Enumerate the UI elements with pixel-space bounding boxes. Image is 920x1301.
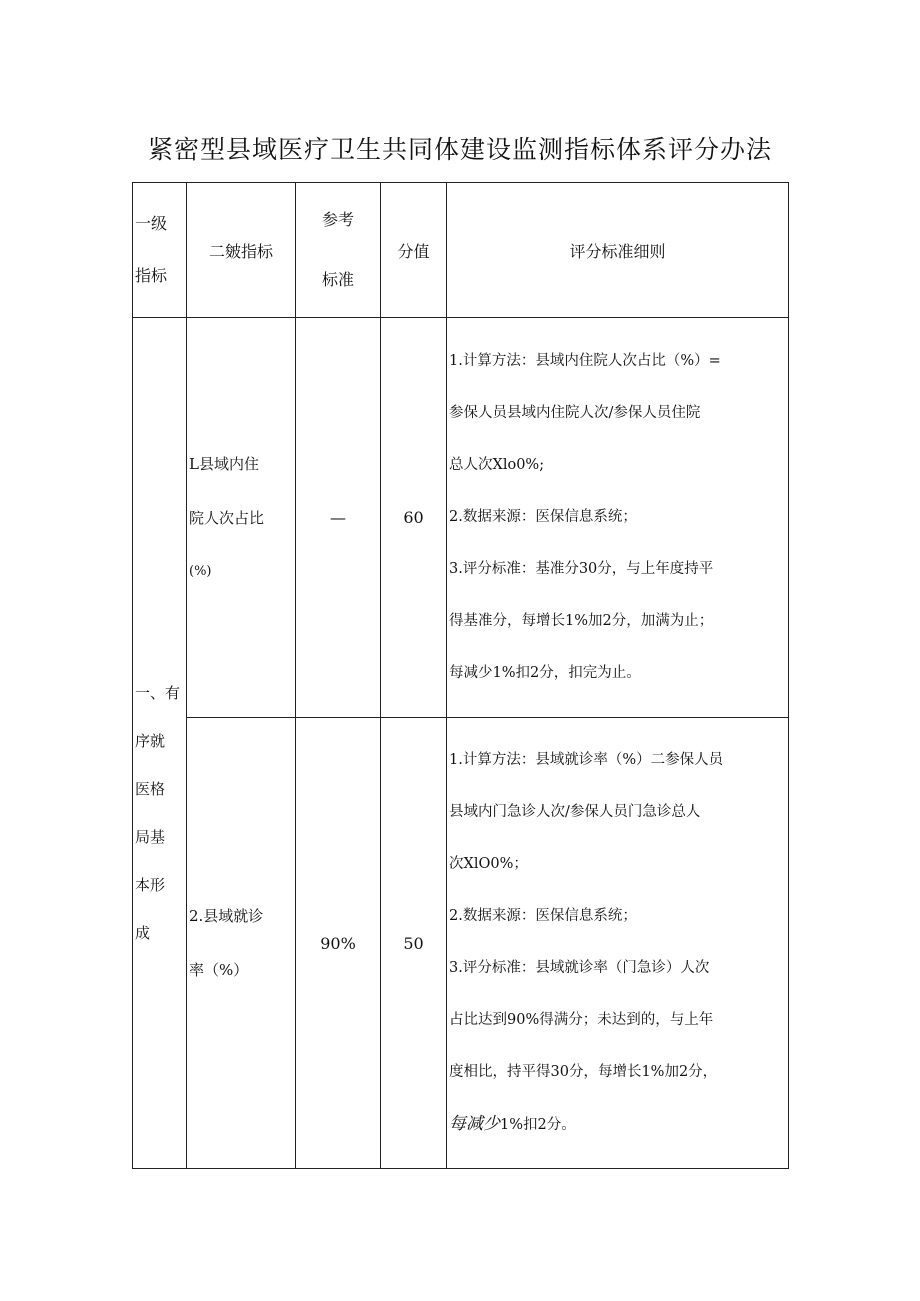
rule-line: 占比达到90%得满分；未达到的，与上年 <box>449 1011 714 1028</box>
rule-line: 参保人员县域内住院人次/参保人员住院 <box>449 404 701 421</box>
rule-line: 2.数据来源：医保信息系统； <box>449 907 637 924</box>
rule-line: 总人次Xlo0%; <box>449 456 545 473</box>
rule-line: 度相比，持平得30分，每增长1%加2分， <box>449 1063 718 1080</box>
scoring-rules-cell <box>447 718 789 1169</box>
header-score: 分值 <box>381 183 447 318</box>
rule-line: 3.评分标准：县域就诊率（门急诊）人次 <box>449 959 710 976</box>
table-row <box>133 718 789 1169</box>
level2-indicator-cell: 2.县域就诊 率（%） <box>187 718 296 1169</box>
indicator-table <box>132 182 789 1169</box>
header-level2-indicator: 二皴指标 <box>187 183 296 318</box>
level2-indicator-cell: L县域内住 院人次占比 (%) <box>187 318 296 718</box>
rule-line: 1.计算方法：县域就诊率（%）二参保人员 <box>449 751 724 768</box>
rule-line: 县域内门急诊人次/参保人员门急诊总人 <box>449 803 701 820</box>
score-cell: 60 <box>381 318 447 718</box>
reference-standard-cell: 90% <box>296 718 381 1169</box>
table-row <box>133 318 789 718</box>
header-scoring-rules: 评分标准细则 <box>447 183 789 318</box>
rule-line: 每减少1%扣2分，扣完为止。 <box>449 664 641 681</box>
score-cell: 50 <box>381 718 447 1169</box>
header-reference-standard: 参考 标准 <box>296 183 381 318</box>
scoring-rules-cell <box>447 318 789 718</box>
header-level1-indicator: 一级 指标 <box>133 183 187 318</box>
rule-line: 3.评分标准：基准分30分，与上年度持平 <box>449 560 714 577</box>
rule-line: 2.数据来源：医保信息系统； <box>449 508 637 525</box>
page-title: 紧密型县域医疗卫生共同体建设监测指标体系评分办法 <box>147 135 772 164</box>
rule-line: 得基准分，每增长1%加2分，加满为止； <box>449 612 714 629</box>
rule-line: 次XlO0%； <box>449 855 528 872</box>
table-header-row <box>133 183 789 318</box>
rule-line: 1.计算方法：县域内住院人次占比（%）= <box>449 352 721 369</box>
reference-standard-cell: — <box>296 318 381 718</box>
rule-line: 每减少1%扣2分。 <box>449 1113 576 1134</box>
level1-indicator-cell: 一、有 序就 医格 局基 本形 成 <box>133 318 187 1169</box>
